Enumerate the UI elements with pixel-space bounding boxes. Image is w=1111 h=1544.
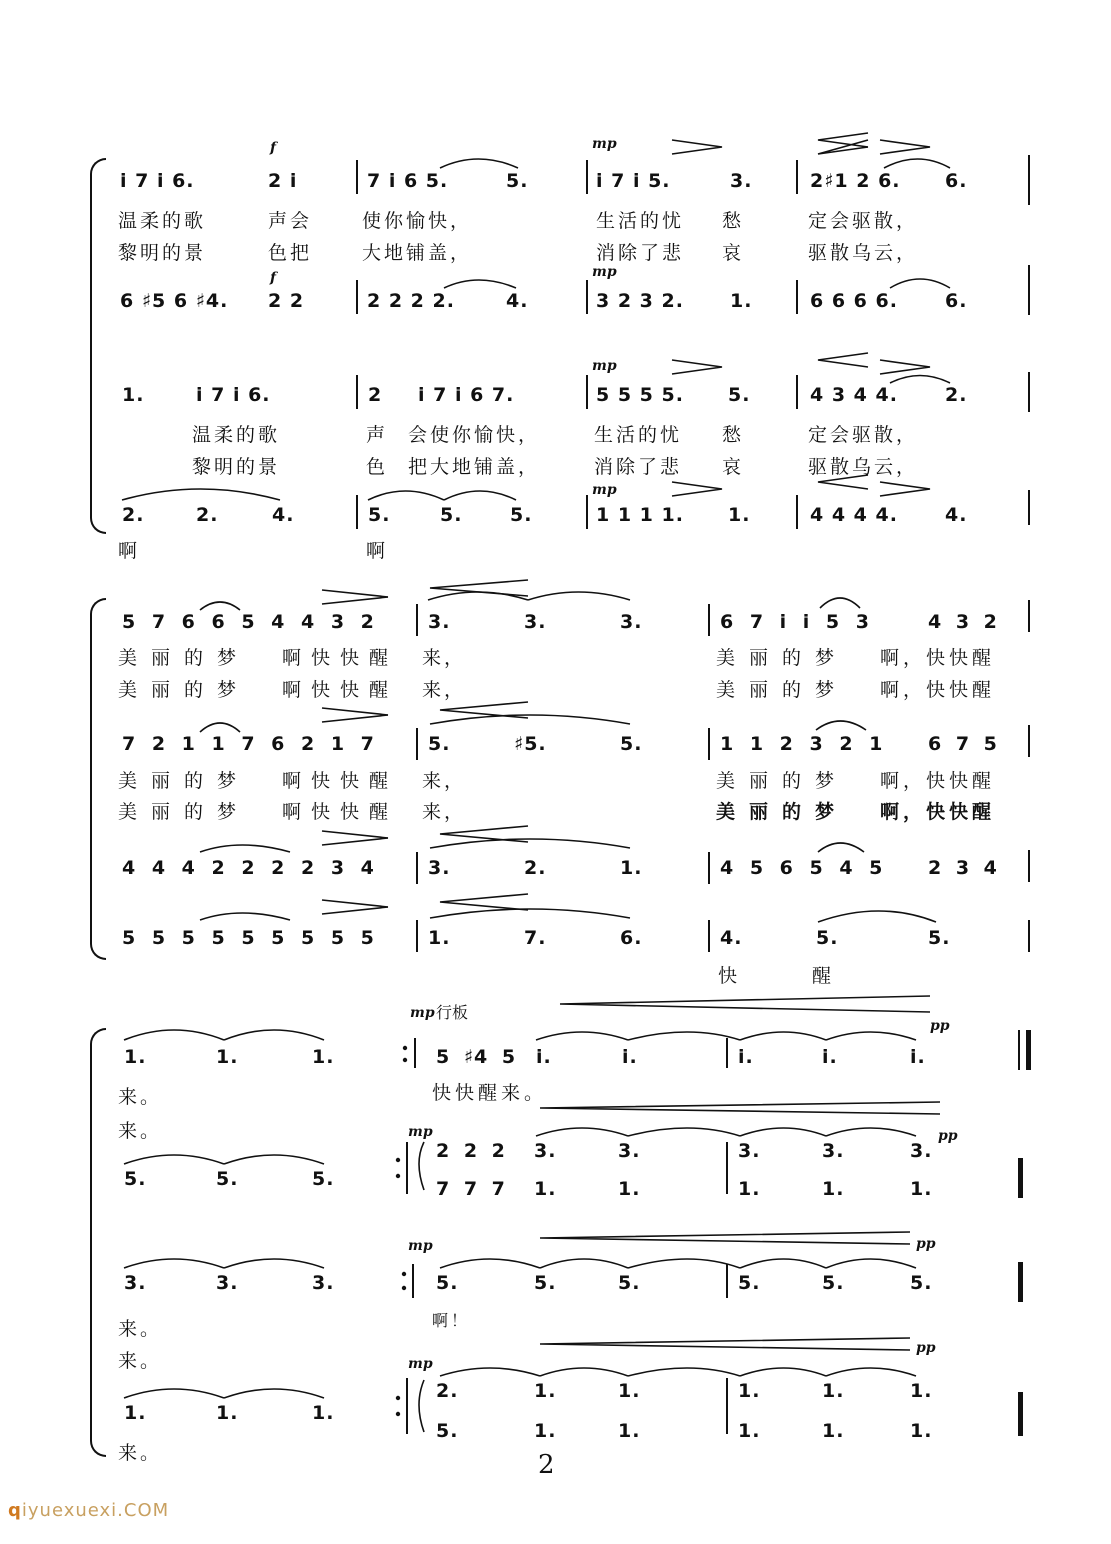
lyric: 美丽的梦 <box>118 647 251 669</box>
note: 1. <box>910 1178 933 1200</box>
note: ♯5. <box>514 733 547 755</box>
note: i. <box>822 1046 838 1068</box>
lyric: 哀 <box>722 456 745 478</box>
note: 3. <box>620 611 643 633</box>
dynamic-pp: pp <box>938 1128 958 1144</box>
lyric: 快 <box>718 965 741 987</box>
lyric: 温柔的歌 <box>192 424 281 446</box>
note: 5. <box>910 1272 933 1294</box>
lyric: 使你愉快， <box>362 210 473 232</box>
note: i. <box>622 1046 638 1068</box>
lyric: 美丽的梦 <box>716 801 849 823</box>
lyric: 哀 <box>722 242 745 264</box>
lyric: 啊快快醒 <box>282 801 399 823</box>
note: 3. <box>534 1140 557 1162</box>
lyric: 啊！ <box>432 1311 471 1330</box>
note: 5. <box>510 504 533 526</box>
note: 3. <box>312 1272 335 1294</box>
lyric: 啊快快醒 <box>282 770 399 792</box>
lyric: 啊 <box>118 540 141 562</box>
lyric: 来。 <box>118 1318 163 1340</box>
dynamic-mp: mp <box>592 264 617 280</box>
lyric: 啊，快快醒 <box>880 679 996 701</box>
lyric: 啊，快快醒 <box>880 770 996 792</box>
lyric: 美丽的梦 <box>716 770 849 792</box>
note-group: 4 3 2 <box>928 611 998 633</box>
note: 4. <box>945 504 968 526</box>
note: 1. <box>312 1046 335 1068</box>
note: i. <box>738 1046 754 1068</box>
note-group: 4 4 4 4. <box>810 504 898 526</box>
lyric: 来， <box>422 801 467 823</box>
lyric: 啊快快醒 <box>282 647 399 669</box>
note-group: 6 7 i i 5 3 <box>720 611 870 633</box>
note: 5. <box>738 1272 761 1294</box>
note-group: 6. <box>945 170 968 192</box>
note: 3. <box>910 1140 933 1162</box>
note-group: 4 3 4 4. <box>810 384 898 406</box>
note: 1. <box>428 927 451 949</box>
note-group: i 7 i 6. <box>120 170 195 192</box>
note: 5. <box>618 1272 641 1294</box>
note-group: 4 4 4 2 2 2 2 3 4 <box>122 857 375 879</box>
lyric: 来， <box>422 679 467 701</box>
lyric: 来。 <box>118 1350 163 1372</box>
lyric: 生活的忧 <box>596 210 685 232</box>
note-group: 5 ♯4 5 <box>436 1046 517 1068</box>
dynamic-pp: pp <box>916 1236 936 1252</box>
lyric: 啊快快醒 <box>282 679 399 701</box>
note: 5. <box>124 1168 147 1190</box>
note: 2. <box>436 1380 459 1402</box>
note: 1. <box>618 1420 641 1442</box>
lyric: 黎明的景 <box>118 242 207 264</box>
note-group: 2♯1 2 6. <box>810 170 901 192</box>
note: 1. <box>534 1380 557 1402</box>
note-group: 2 2 2 2. <box>367 290 455 312</box>
page-number: 2 <box>538 1450 555 1480</box>
lyric: 驱散乌云， <box>808 456 919 478</box>
note-group: 2 i <box>268 170 298 192</box>
note: 1. <box>822 1178 845 1200</box>
note: 3. <box>738 1140 761 1162</box>
note: 5. <box>312 1168 335 1190</box>
lyric: 会使你愉快， <box>408 424 541 446</box>
note: 3. <box>428 857 451 879</box>
note: 1. <box>216 1402 239 1424</box>
lyric: 大地铺盖， <box>362 242 473 264</box>
note: 1. <box>910 1380 933 1402</box>
lyric: 色把 <box>268 242 313 264</box>
note-group: 6 7 5 <box>928 733 998 755</box>
note: 5. <box>440 504 463 526</box>
watermark-rest: iyuexuexi.COM <box>21 1500 170 1521</box>
note-group: i 7 i 6 7. <box>418 384 515 406</box>
lyric: 美丽的梦 <box>118 801 251 823</box>
lyric: 定会驱散， <box>808 424 919 446</box>
note-group: 5 5 5 5. <box>596 384 684 406</box>
lyric: 快快醒来。 <box>432 1082 548 1104</box>
note-group: 5 7 6 6 5 4 4 3 2 <box>122 611 375 633</box>
note: 5. <box>368 504 391 526</box>
dynamic-f: f <box>270 270 277 286</box>
lyric: 来。 <box>118 1086 163 1108</box>
note-group: 2 2 <box>268 290 305 312</box>
lyric: 把大地铺盖， <box>408 456 541 478</box>
note: 5. <box>822 1272 845 1294</box>
lyric: 黎明的景 <box>192 456 281 478</box>
note-group: i 7 i 6. <box>196 384 271 406</box>
note-group: 2. <box>945 384 968 406</box>
dynamic-mp: mp <box>592 482 617 498</box>
note: 4. <box>272 504 295 526</box>
note: i. <box>536 1046 552 1068</box>
note: 1. <box>738 1178 761 1200</box>
note-group: 5. <box>728 384 751 406</box>
dynamic-pp: pp <box>930 1018 950 1034</box>
dynamic-mp: mp <box>592 358 617 374</box>
note-group: 2 2 2 <box>436 1140 506 1162</box>
lyric: 美丽的梦 <box>118 770 251 792</box>
lyric: 美丽的梦 <box>716 679 849 701</box>
note: 7. <box>524 927 547 949</box>
lyric: 来。 <box>118 1120 163 1142</box>
note-group: 4. <box>506 290 529 312</box>
note: 1. <box>534 1178 557 1200</box>
lyric: 啊，快快醒 <box>880 647 996 669</box>
note-group: 5 5 5 5 5 5 5 5 5 <box>122 927 375 949</box>
lyric: 来， <box>422 647 467 669</box>
dynamic-mp: mp <box>408 1238 433 1254</box>
note: 5. <box>436 1272 459 1294</box>
note-group: 4 5 6 5 4 5 <box>720 857 884 879</box>
note: 5. <box>216 1168 239 1190</box>
lyric: 声 <box>366 424 389 446</box>
note: 1. <box>728 504 751 526</box>
note-group: 7 7 7 <box>436 1178 506 1200</box>
lyric: 定会驱散， <box>808 210 919 232</box>
note: 3. <box>524 611 547 633</box>
note: 1. <box>738 1420 761 1442</box>
lyric: 消除了悲 <box>596 242 685 264</box>
lyric: 啊，快快醒 <box>880 801 996 823</box>
note: i. <box>910 1046 926 1068</box>
note: 6. <box>620 927 643 949</box>
note: 3. <box>618 1140 641 1162</box>
dynamic-mp: mp <box>408 1124 433 1140</box>
note: 1. <box>124 1046 147 1068</box>
note: 3. <box>124 1272 147 1294</box>
note-group: 2 <box>368 384 383 406</box>
note: 3. <box>428 611 451 633</box>
note: 1. <box>738 1380 761 1402</box>
note: 1. <box>124 1402 147 1424</box>
note: 1. <box>618 1380 641 1402</box>
note-group: 5. <box>506 170 529 192</box>
note-group: i 7 i 5. <box>596 170 671 192</box>
note: 1. <box>822 1420 845 1442</box>
note: 2. <box>524 857 547 879</box>
note-group: 6 6 6 6. <box>810 290 898 312</box>
dynamic-mp: mp <box>410 1005 435 1021</box>
note-group: 6 ♯5 6 ♯4. <box>120 290 229 312</box>
note: 5. <box>428 733 451 755</box>
note-group: 1 1 2 3 2 1 <box>720 733 884 755</box>
dynamic-mp: mp <box>408 1356 433 1372</box>
note: 4. <box>720 927 743 949</box>
note: 1. <box>618 1178 641 1200</box>
note-group: 3. <box>730 170 753 192</box>
dynamic-mp: mp <box>592 136 617 152</box>
lyric: 醒 <box>812 965 835 987</box>
note-group: 2 3 4 <box>928 857 998 879</box>
lyric: 愁 <box>722 210 745 232</box>
lyric: 愁 <box>722 424 745 446</box>
lyric: 温柔的歌 <box>118 210 207 232</box>
note: 1. <box>620 857 643 879</box>
note: 1. <box>312 1402 335 1424</box>
note-group: 7 i 6 5. <box>367 170 449 192</box>
lyric: 啊 <box>366 540 389 562</box>
note: 5. <box>928 927 951 949</box>
note-group: 1. <box>730 290 753 312</box>
lyric: 色 <box>366 456 389 478</box>
lyric: 驱散乌云， <box>808 242 919 264</box>
note-group: 6. <box>945 290 968 312</box>
lyric: 来， <box>422 770 467 792</box>
note: 1. <box>822 1380 845 1402</box>
note: 1. <box>910 1420 933 1442</box>
note: 5. <box>436 1420 459 1442</box>
lyric: 生活的忧 <box>594 424 683 446</box>
note: 3. <box>822 1140 845 1162</box>
note: 5. <box>534 1272 557 1294</box>
watermark-q: q <box>8 1500 22 1521</box>
lyric: 声会 <box>268 210 313 232</box>
note: 3. <box>216 1272 239 1294</box>
note-group: 1 1 1 1. <box>596 504 684 526</box>
lyric: 来。 <box>118 1442 163 1464</box>
note-group: 3 2 3 2. <box>596 290 684 312</box>
note: 1. <box>216 1046 239 1068</box>
note: 1. <box>534 1420 557 1442</box>
dynamic-pp: pp <box>916 1340 936 1356</box>
lyric: 消除了悲 <box>594 456 683 478</box>
note-group: 7 2 1 1 7 6 2 1 7 <box>122 733 375 755</box>
lyric: 美丽的梦 <box>118 679 251 701</box>
tempo-marking: 行板 <box>436 1003 469 1022</box>
note: 5. <box>816 927 839 949</box>
dynamic-f: f <box>270 140 277 156</box>
note-group: 1. <box>122 384 145 406</box>
lyric: 美丽的梦 <box>716 647 849 669</box>
note: 5. <box>620 733 643 755</box>
note: 2. <box>122 504 145 526</box>
note: 2. <box>196 504 219 526</box>
